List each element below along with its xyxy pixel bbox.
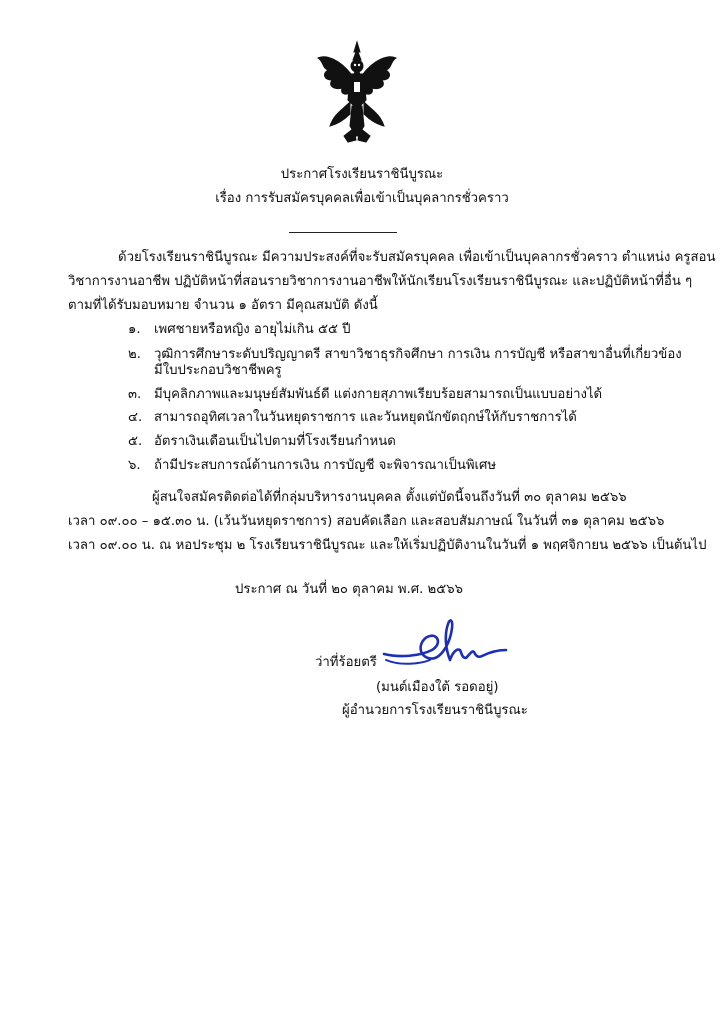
- list-item-number: ๒.: [128, 347, 141, 362]
- list-item: เพศชายหรือหญิง อายุไม่เกิน ๕๕ ปี: [154, 322, 351, 337]
- header-divider: [289, 232, 397, 233]
- garuda-emblem-icon: [314, 40, 400, 144]
- signer-position: ผู้อำนวยการโรงเรียนราชินีบูรณะ: [342, 703, 528, 718]
- list-item-number: ๕.: [128, 434, 143, 449]
- list-item-continuation: มีใบประกอบวิชาชีพครู: [154, 363, 282, 378]
- announcement-title: ประกาศโรงเรียนราชินีบูรณะ: [280, 167, 444, 182]
- list-item: ถ้ามีประสบการณ์ด้านการเงิน การบัญชี จะพิจารณาเป็นพิเศษ: [154, 458, 497, 473]
- apply-line-2: เวลา ๐๙.๐๐ – ๑๕.๓๐ น. (เว้นวันหยุดราชการ) สอบคัดเลือก และสอบสัมภาษณ์ ในวันที่ ๓๑ ตุลาคม ๒๕๖๖: [68, 514, 665, 529]
- intro-line-2: วิชาการงานอาชีพ ปฏิบัติหน้าที่สอนรายวิชาการงานอาชีพให้นักเรียนโรงเรียนราชินีบูรณะ และปฏิบัติหน้าที่อื่น ๆ: [68, 274, 693, 289]
- signer-rank: ว่าที่ร้อยตรี: [315, 655, 377, 670]
- list-item: อัตราเงินเดือนเป็นไปตามที่โรงเรียนกำหนด: [154, 434, 396, 449]
- list-item-number: ๓.: [128, 387, 142, 402]
- list-item: มีบุคลิกภาพและมนุษย์สัมพันธ์ดี แต่งกายสุภาพเรียบร้อยสามารถเป็นแบบอย่างได้: [154, 387, 603, 402]
- intro-line-3: ตามที่ได้รับมอบหมาย จำนวน ๑ อัตรา มีคุณสมบัติ ดังนี้: [68, 298, 378, 313]
- signer-name: (มนต์เมืองใต้ รอดอยู่): [376, 680, 499, 695]
- apply-line-3: เวลา ๐๙.๐๐ น. ณ หอประชุม ๒ โรงเรียนราชินีบูรณะ และให้เริ่มปฏิบัติงานในวันที่ ๑ พฤศจิกายน ๒๕๖๖ เป็นต้นไป: [68, 538, 707, 553]
- list-item: สามารถอุทิศเวลาในวันหยุดราชการ และวันหยุดนักขัตฤกษ์ให้กับราชการได้: [154, 410, 577, 425]
- list-item-number: ๔.: [128, 410, 143, 425]
- list-item-number: ๑.: [128, 322, 141, 337]
- apply-line-1: ผู้สนใจสมัครติดต่อได้ที่กลุ่มบริหารงานบุคคล ตั้งแต่บัดนี้จนถึงวันที่ ๓๐ ตุลาคม ๒๕๖๖: [152, 490, 627, 505]
- announcement-subject: เรื่อง การรับสมัครบุคคลเพื่อเข้าเป็นบุคลากรชั่วคราว: [215, 191, 509, 206]
- list-item-number: ๖.: [128, 458, 141, 473]
- handwritten-signature-icon: [380, 614, 510, 676]
- intro-line-1: ด้วยโรงเรียนราชินีบูรณะ มีความประสงค์ที่จะรับสมัครบุคคล เพื่อเข้าเป็นบุคลากรชั่วคราว ตำแหน่ง ครูสอน: [118, 250, 716, 265]
- list-item: วุฒิการศึกษาระดับปริญญาตรี สาขาวิชาธุรกิจศึกษา การเงิน การบัญชี หรือสาขาอื่นที่เกี่ยวข้อง: [154, 347, 682, 362]
- announcement-date: ประกาศ ณ วันที่ ๒๐ ตุลาคม พ.ศ. ๒๕๖๖: [235, 582, 463, 597]
